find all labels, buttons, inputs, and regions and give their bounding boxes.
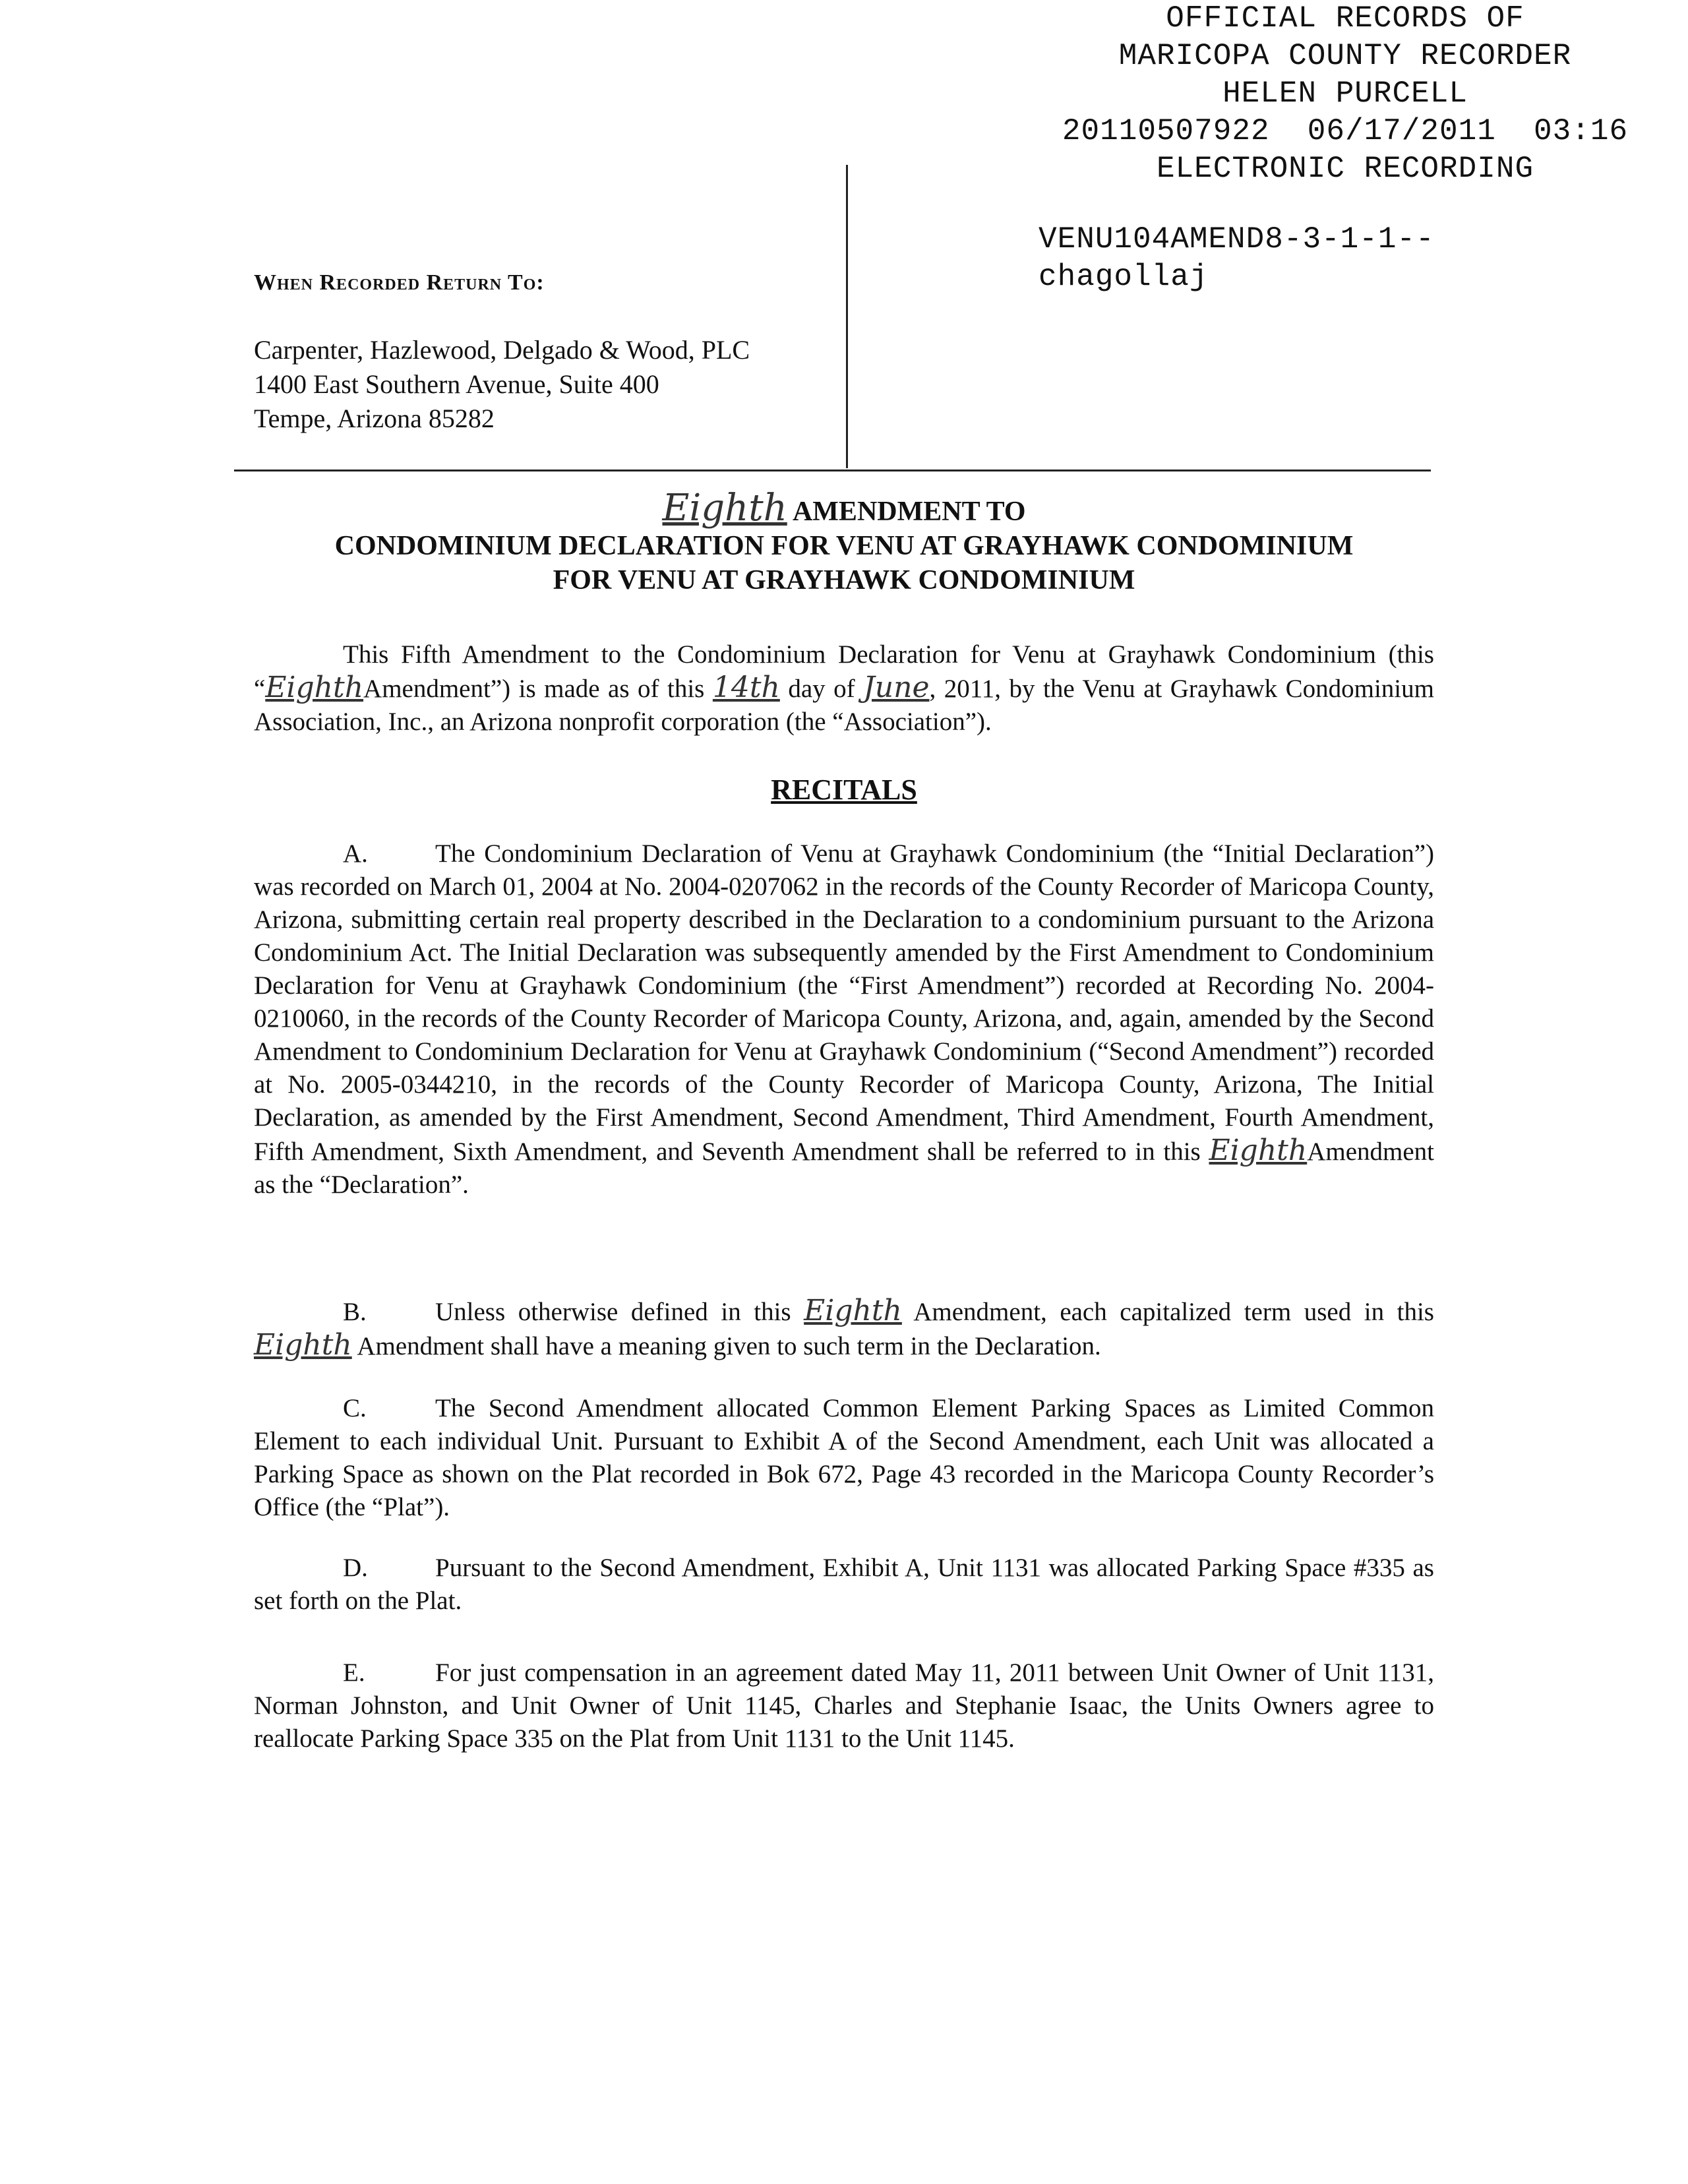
recital-e	[254, 1656, 1434, 1755]
title-line-1-text: AMENDMENT TO	[792, 497, 1026, 527]
title-line-3: FOR VENU AT GRAYHAWK CONDOMINIUM	[553, 565, 1135, 595]
recording-number-date-time: 20110507922 06/17/2011 03:16	[1062, 114, 1629, 148]
recital-b-text-2: Amendment, each capitalized term used in this	[901, 1298, 1434, 1326]
title-line-2: CONDOMINIUM DECLARATION FOR VENU AT GRAYHAWK CONDOMINIUM	[334, 531, 1354, 561]
recital-e-text: For just compensation in an agreement dated May 11, 2011 between Unit Owner of Unit 1131, Norman Johnston, and Unit Owner of Unit 1145, Charles and Stephanie Isaac, the Units Owners agree to reallocate Parking Space 335 on the Plat from Unit 1131 to the Unit 1145.	[254, 1658, 1434, 1753]
intro-text-2: Amendment”) is made as of this	[363, 675, 713, 703]
recital-a-text-2: Amendment as the “Declaration”.	[254, 1138, 1434, 1199]
handwritten-fill-ordinal: Eighth	[265, 671, 364, 704]
recital-c-letter: C.	[343, 1394, 367, 1422]
intro-text-1: This Fifth Amendment to the Condominium Declaration for Venu at Grayhawk Condominium (this “	[254, 640, 1434, 703]
recital-c-text: The Second Amendment allocated Common Element Parking Spaces as Limited Common Element to each individual Unit. Pursuant to Exhibit A of the Second Amendment, each Unit was allocated a Parking Space as shown on the Plat recorded in Bok 672, Page 43 recorded in the Maricopa County Recorder’s Office (the “Plat”).	[254, 1394, 1434, 1521]
intro-text-4: , 2011, by the Venu at Grayhawk Condominium Association, Inc., an Arizona nonprofit corporation (the “Association”).	[254, 675, 1434, 736]
handwritten-fill-month: June	[863, 671, 930, 704]
recital-b	[254, 1294, 1434, 1363]
intro-text-3: day of	[779, 675, 864, 703]
document-code-line-1: VENU104AMEND8-3-1-1--	[1039, 222, 1435, 257]
recorder-line-2: MARICOPA COUNTY RECORDER	[1118, 39, 1572, 73]
recital-c	[254, 1392, 1434, 1524]
recorder-line-1: OFFICIAL RECORDS OF	[1166, 1, 1524, 36]
recital-d	[254, 1552, 1434, 1618]
recital-b-letter: B.	[343, 1298, 367, 1326]
recital-a-text-1: The Condominium Declaration of Venu at Grayhawk Condominium (the “Initial Declaration”) was recorded on March 01, 2004 at No. 2004-0207062 in the records of the County Recorder of Maricopa County, Arizona, submitting certain real property described in the Declaration to a condominium pursuant to the Arizona Condominium Act. The Initial Declaration was subsequently amended by the First Amendment to Condominium Declaration for Venu at Grayhawk Condominium (the “First Amendment”) recorded at Recording No. 2004-0210060, in the records of the County Recorder of Maricopa County, Arizona, and, again, amended by the Second Amendment to Condominium Declaration for Venu at Grayhawk Condominium (“Second Amendment”) recorded at No. 2005-0344210, in the records of the County Recorder of Maricopa County, Arizona, The Initial Declaration, as amended by the First Amendment, Second Amendment, Third Amendment, Fourth Amendment, Fifth Amendment, Sixth Amendment, and Seventh Amendment shall be referred to in this	[254, 839, 1434, 1166]
recording-stamp	[1029, 0, 1662, 188]
handwritten-ordinal: Eighth	[662, 487, 787, 530]
return-address-line-3: Tempe, Arizona 85282	[254, 404, 495, 433]
recital-e-letter: E.	[343, 1658, 365, 1687]
return-address	[254, 333, 750, 436]
handwritten-fill-day: 14th	[712, 671, 780, 704]
intro-paragraph	[254, 638, 1434, 739]
vertical-divider	[846, 165, 848, 468]
recorder-line-3: HELEN PURCELL	[1222, 76, 1468, 111]
return-to-label: When Recorded Return To:	[254, 270, 545, 295]
recitals-heading: RECITALS	[771, 774, 917, 806]
document-code	[1039, 221, 1435, 296]
document-title	[251, 487, 1437, 597]
handwritten-fill-ordinal: Eighth	[1209, 1134, 1308, 1167]
recorder-line-5: ELECTRONIC RECORDING	[1156, 152, 1534, 186]
handwritten-fill-ordinal: Eighth	[254, 1328, 352, 1362]
handwritten-fill-ordinal: Eighth	[804, 1294, 902, 1327]
return-address-line-2: 1400 East Southern Avenue, Suite 400	[254, 369, 659, 399]
document-code-line-2: chagollaj	[1039, 260, 1209, 294]
recital-a	[254, 837, 1434, 1201]
horizontal-rule	[234, 470, 1431, 471]
return-address-line-1: Carpenter, Hazlewood, Delgado & Wood, PLC	[254, 335, 750, 365]
recital-b-text-3: Amendment shall have a meaning given to such term in the Declaration.	[351, 1332, 1101, 1360]
recital-a-letter: A.	[343, 839, 368, 868]
title-line-1	[251, 487, 1437, 530]
recital-b-text-1: Unless otherwise defined in this	[435, 1298, 804, 1326]
recital-d-text: Pursuant to the Second Amendment, Exhibit A, Unit 1131 was allocated Parking Space #335 as set forth on the Plat.	[254, 1554, 1434, 1615]
recital-d-letter: D.	[343, 1554, 368, 1582]
